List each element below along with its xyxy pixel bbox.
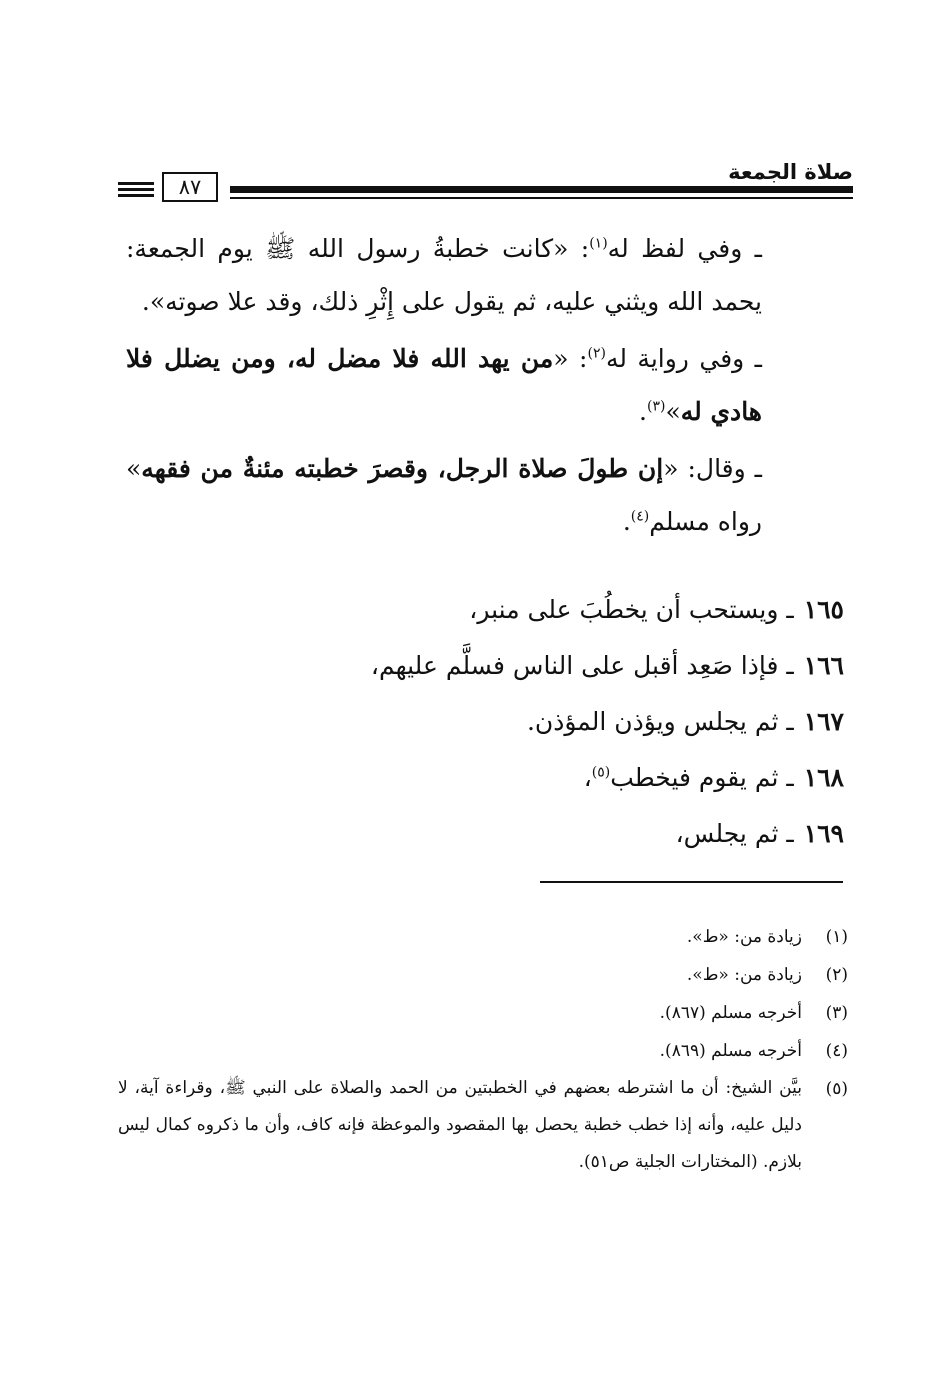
running-title: صلاة الجمعة — [728, 160, 853, 184]
footnote-number: (٤) — [825, 1041, 848, 1061]
footnote-number: (٥) — [825, 1079, 848, 1099]
footnote — [118, 1070, 848, 1181]
footnote-ref-4: (٤) — [630, 508, 650, 525]
footnote-text: أخرجه مسلم (٨٦٧). — [659, 1003, 802, 1023]
ruling-text: ـ ثم يقوم فيخطب — [610, 763, 794, 792]
ruling-number: ١٦٧ — [803, 707, 844, 736]
text-span: . — [622, 507, 631, 536]
text-span: » رواه مسلم — [126, 454, 762, 536]
ruling-item — [124, 638, 844, 694]
ruling-item — [124, 582, 844, 638]
footnote-ref-2: (٢) — [587, 345, 606, 362]
footnote-text: أخرجه مسلم (٨٦٩). — [659, 1041, 802, 1061]
footnote-ref-1: (١) — [589, 235, 608, 252]
footnote-text: زيادة من: «ط». — [686, 965, 802, 985]
footnote — [118, 1032, 848, 1070]
footnote-text: بيَّن الشيخ: أن ما اشترطه بعضهم في الخطبتين من الحمد والصلاة على النبي ﷺ، وقراءة آية، لا دليل عليه، وأنه إذا خطب خطبة يحصل بها المقصود والموعظة فإنه كاف، وأن ما ذكروه كمال ليس بلازم. (المختارات الجلية ص٥١). — [118, 1078, 802, 1172]
ruling-item — [124, 750, 844, 806]
footnote — [118, 994, 848, 1032]
text-span: : « — [553, 344, 588, 373]
ruling-item — [124, 806, 844, 862]
page-number: ٨٧ — [162, 172, 218, 202]
header-ornament-bars — [118, 182, 154, 200]
ruling-text: ـ ويستحب أن يخطُبَ على منبر، — [469, 595, 794, 624]
ruling-number: ١٦٨ — [803, 763, 844, 792]
ruling-item — [124, 694, 844, 750]
footnote — [118, 956, 848, 994]
ruling-text: ، — [583, 763, 592, 792]
main-text — [126, 222, 762, 552]
text-span: ـ وفي رواية له — [605, 344, 763, 373]
text-span: : «كانت خطبةُ رسول الله ﷺ يوم الجمعة: يحمد الله ويثني عليه، ثم يقول على إِثْرِ ذلك، وقد علا صوته». — [126, 234, 762, 316]
ruling-text: ـ ثم يجلس، — [675, 819, 794, 848]
footnote-number: (١) — [825, 927, 848, 947]
footnote-ref-5: (٥) — [591, 764, 611, 781]
ruling-text: ـ ثم يجلس ويؤذن المؤذن. — [526, 707, 794, 736]
header-rule-thick — [230, 186, 853, 193]
footnotes — [118, 918, 848, 1181]
header-rule-thin — [230, 197, 853, 199]
ruling-number: ١٦٥ — [803, 595, 844, 624]
ruling-text: ـ فإذا صَعِد أقبل على الناس فسلَّم عليهم، — [370, 651, 794, 680]
paragraph-1 — [126, 222, 762, 328]
text-span: ـ وقال: « — [663, 454, 763, 483]
footnote-number: (٣) — [825, 1003, 848, 1023]
footnote-ref-3: (٣) — [647, 398, 666, 415]
page-header — [118, 158, 853, 204]
footnote-text: زيادة من: «ط». — [686, 927, 802, 947]
hadith-quote: إن طولَ صلاة الرجل، وقصرَ خطبته مئنةٌ من فقهه — [141, 454, 664, 483]
paragraph-3 — [126, 442, 762, 548]
footnote — [118, 918, 848, 956]
hadith-quote: من يهد الله فلا مضل له، ومن يضلل فلا هادي له — [126, 344, 762, 426]
ruling-number: ١٦٩ — [803, 819, 844, 848]
ruling-number: ١٦٦ — [803, 651, 844, 680]
paragraph-2 — [126, 332, 762, 438]
footnote-separator — [540, 881, 843, 883]
footnote-number: (٢) — [825, 965, 848, 985]
numbered-rulings — [124, 582, 844, 862]
text-span: . — [639, 397, 647, 426]
text-span: » — [665, 397, 681, 426]
text-span: ـ وفي لفظ له — [607, 234, 762, 263]
